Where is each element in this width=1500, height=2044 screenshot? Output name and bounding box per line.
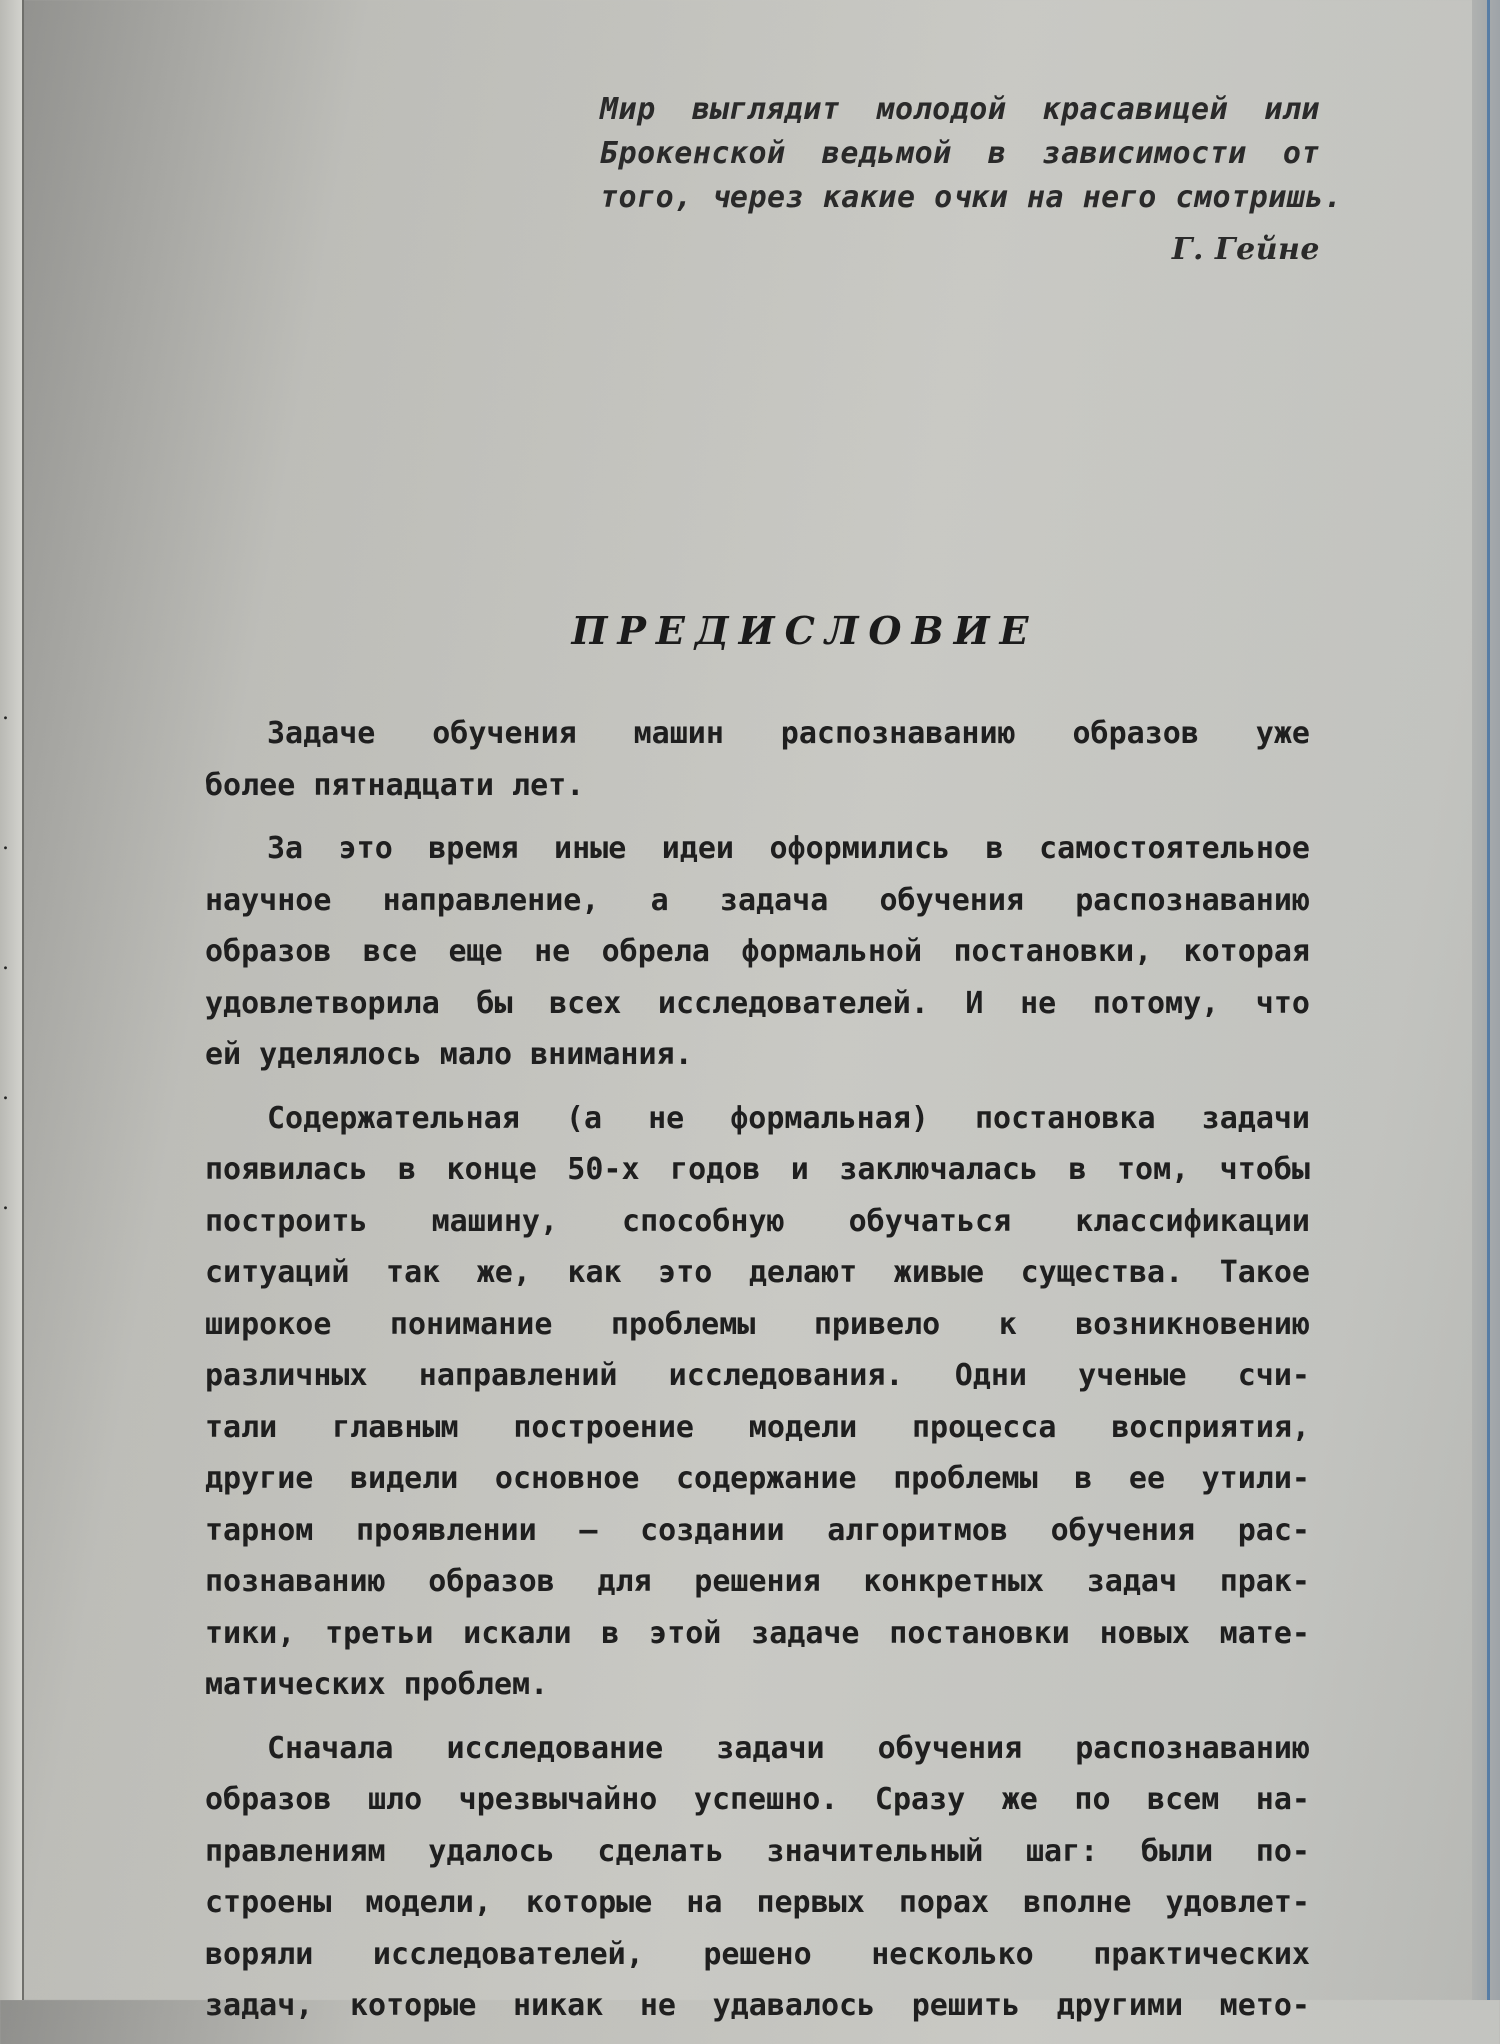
text-line: строены модели, которые на первых порах вполне удовлет-: [205, 1885, 1310, 1920]
right-page-edge: [1472, 0, 1500, 2000]
text-line: задач, которые никак не удавалось решить другими мето-: [205, 1988, 1310, 2023]
text-line: различных направлений исследования. Одни ученые счи-: [205, 1358, 1310, 1393]
text-line: Задаче обучения машин распознаванию образов уже: [267, 716, 1310, 751]
text-line: образов все еще не обрела формальной постановки, которая: [205, 934, 1310, 969]
epigraph-line: Мир выглядит молодой красавицей или: [600, 92, 1320, 127]
blue-margin-line: [1487, 0, 1490, 2000]
epigraph: [600, 88, 1343, 272]
text-line: более пятнадцати лет.: [205, 767, 585, 803]
chapter-title: ПРЕДИСЛОВИЕ: [571, 608, 1039, 653]
adjacent-page-marks: . . . . .: [2, 700, 9, 1215]
text-line: Содержательная (а не формальная) постановка задачи: [267, 1100, 1310, 1136]
text-line: широкое понимание проблемы привело к возникновению: [205, 1306, 1310, 1342]
text-line: правлениям удалось сделать значительный шаг: были по-: [205, 1833, 1310, 1869]
paragraph: [205, 1723, 1310, 2032]
text-line: другие видели основное содержание проблемы в ее утили-: [205, 1461, 1310, 1496]
adjacent-page-edge: [0, 0, 24, 2000]
text-line: научное направление, а задача обучения распознаванию: [205, 882, 1310, 918]
epigraph-line: Брокенской ведьмой в зависимости от: [600, 136, 1320, 171]
text-line: воряли исследователей, решено несколько практических: [205, 1936, 1310, 1972]
text-line: ситуаций так же, как это делают живые существа. Такое: [205, 1255, 1310, 1290]
text-line: образов шло чрезвычайно успешно. Сразу же по всем на-: [205, 1782, 1310, 1817]
paragraph: [205, 823, 1310, 1081]
text-line: появилась в конце 50-х годов и заключалась в том, чтобы: [205, 1152, 1310, 1187]
text-line: удовлетворила бы всех исследователей. И не потому, что: [205, 985, 1310, 1021]
text-line: построить машину, способную обучаться классификации: [205, 1203, 1310, 1239]
text-line: познаванию образов для решения конкретных задач прак-: [205, 1564, 1310, 1599]
epigraph-author: Г. Гейне: [1171, 232, 1320, 267]
paragraph: [205, 1093, 1310, 1711]
text-line: ей уделялось мало внимания.: [205, 1037, 693, 1072]
epigraph-line: того, через какие очки на него смотришь.: [600, 180, 1343, 215]
text-line: матических проблем.: [205, 1667, 549, 1702]
paragraph: [205, 708, 1310, 811]
text-line: тали главным построение модели процесса восприятия,: [205, 1409, 1310, 1445]
text-line: тарном проявлении — создании алгоритмов обучения рас-: [205, 1512, 1310, 1548]
text-line: За это время иные идеи оформились в самостоятельное: [267, 831, 1310, 866]
body-text: [205, 708, 1310, 2044]
text-line: тики, третьи искали в этой задаче постановки новых мате-: [205, 1615, 1310, 1651]
text-line: Сначала исследование задачи обучения распознаванию: [267, 1730, 1310, 1766]
